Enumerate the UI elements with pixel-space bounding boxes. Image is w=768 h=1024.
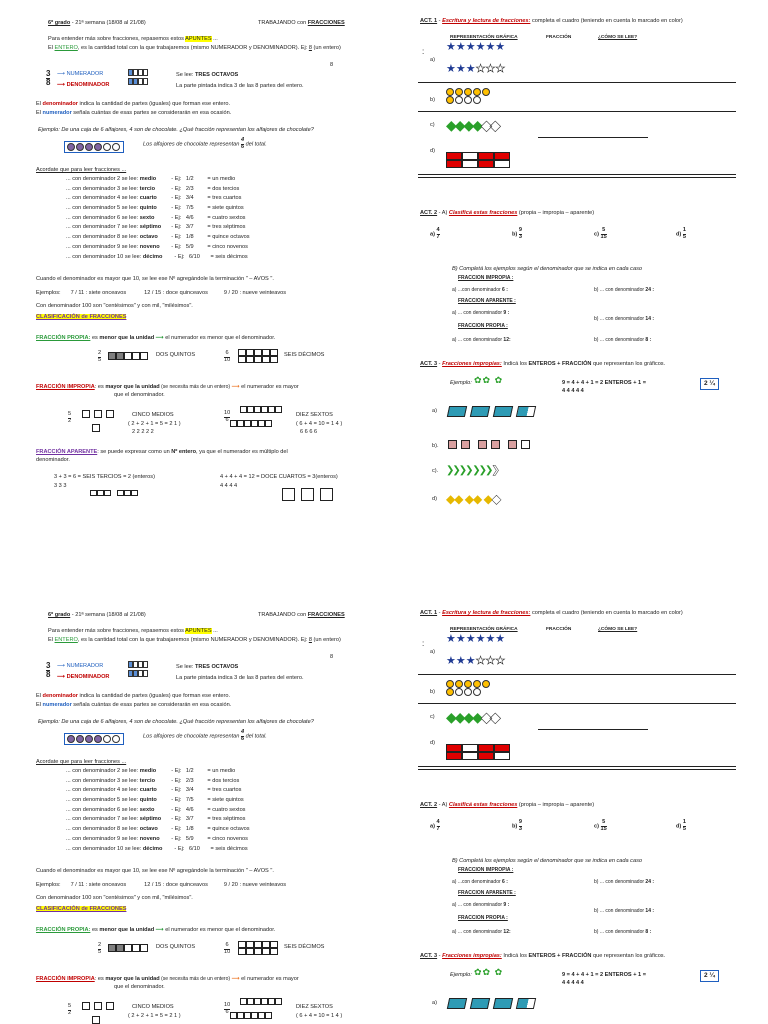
act1-col-grafica: REPRESENTACIÓN GRÁFICA [450, 627, 518, 632]
impropia-line2: que el denominador. [114, 392, 165, 398]
act1-colon: : [422, 47, 425, 56]
num-line: El numerador señala cuántas de esas partes se considerarán en esa ocasión. [36, 702, 232, 708]
act1-row-d: d) [430, 148, 435, 154]
act3-row-a: a) [432, 1000, 437, 1006]
reading-title: Acordate que para leer fracciones ... [36, 759, 127, 765]
act1-col-grafica: REPRESENTACIÓN GRÁFICA [450, 35, 518, 40]
reading-row: ... con denominador 2 se lee: medio - Ej: 1/2 = un medio [66, 768, 236, 774]
propia-line: FRACCIÓN PROPIA: es menor que la unidad ⟶ el numerador es menor que el denominador. [36, 335, 276, 341]
reading-row: ... con denominador 7 se lee: séptimo - Ej: 3/7 = tres séptimos [66, 816, 246, 823]
reading-row: ... con denominador 4 se lee: cuarto - Ej: 3/4 = tres cuartos [66, 787, 242, 794]
propia-ex1-label: DOS QUINTOS [156, 944, 196, 950]
avos-examples: Ejemplos: 7 / 11 : siete onceavos 12 / 15 : doce quinceavos 9 / 20 : nueve veinteavos [36, 882, 287, 888]
act1-rects-2 [446, 752, 510, 760]
reading-row: ... con denominador 4 se lee: cuarto - Ej: 3/4 = tres cuartos [66, 195, 242, 202]
reading-row: ... con denominador 9 se lee: noveno - Ej: 5/9 = cinco novenos [66, 243, 248, 250]
reading-row: ... con denominador 3 se lee: tercio - Ej: 2/3 = dos tercios [66, 185, 240, 192]
imp-ex2-label: DIEZ SEXTOS [296, 412, 333, 418]
star-outline-icon: ★★★ [475, 63, 506, 75]
act2-aparente: FRACCION APARENTE : [458, 890, 516, 896]
def-fraction: $\frac{3}{8}$ [46, 69, 51, 87]
act2-pr-b: b) ... con denominador 8 : [594, 929, 652, 935]
se-lee: Se lee: TRES OCTAVOS [176, 664, 239, 670]
act2-imp-b: b) ... con denominador 24 : [594, 879, 655, 885]
eighths-grid [128, 69, 148, 76]
reading-row: ... con denominador 8 se lee: octavo - Ej: 1/8 = quince octavos [66, 826, 250, 833]
reading-row: ... con denominador 7 se lee: séptimo - Ej: 3/7 = tres séptimos [66, 224, 246, 231]
header-working: TRABAJANDO con FRACCIONES [258, 20, 345, 26]
act1-divider-a [418, 674, 736, 675]
act2-item: d) $\frac{1}{5}$ [676, 227, 686, 240]
ap-ex1-blocks [90, 490, 138, 496]
diamond-icon: ◆◆◆◆◆◆ [446, 709, 499, 725]
alfajores-box [64, 141, 124, 153]
act3-row-b: b). [432, 443, 439, 449]
intro-line-2: El ENTERO, es la cantidad total con la que trabajaremos (mismo NUMERADOR y DENOMINADOR). Ej: 8 (un entero) [48, 45, 341, 51]
act3-result-box: 2 ¼ [700, 970, 719, 982]
example-text: Ejemplo: De una caja de 6 alfajores, 4 son de chocolate. ¿Qué fracción representan los alfajores de chocolate? [38, 127, 314, 133]
header-line: 6º grado - 21ª semana (18/08 al 21/08) [48, 612, 146, 618]
act1-divider-a [418, 82, 736, 83]
impropia-line2: que el denominador. [114, 984, 165, 990]
act1-col-lectura: ¿CÓMO SE LEE? [598, 627, 638, 632]
alfajor-chocolate [67, 143, 75, 151]
rhombus-icon: ◆◆ ◆◆ ◆◆ [446, 492, 501, 506]
act3-title: ACT. 3 - Fracciones impropias: Indicá los ENTEROS + FRACCIÓN que representan los gráficos. [420, 361, 666, 367]
se-lee: Se lee: TRES OCTAVOS [176, 72, 239, 78]
imp-ex2-row2 [230, 420, 272, 427]
ap-ex2-blocks [282, 488, 333, 501]
act1-answer-line [538, 729, 648, 730]
reading-row: ... con denominador 9 se lee: noveno - Ej: 5/9 = cinco novenos [66, 835, 248, 842]
imp-ex1-half [92, 424, 100, 432]
act2-ap-b: b) ... con denominador 14 : [594, 908, 655, 914]
intro-line-1: Para entender más sobre fracciones, repasemos estos APUNTES ... [48, 628, 218, 634]
act3-title: ACT. 3 - Fracciones impropias: Indicá los ENTEROS + FRACCIÓN que representan los gráficos. [420, 953, 666, 959]
act1-row-d: d) [430, 740, 435, 746]
entero-denominator: 8 [330, 62, 334, 68]
imp-ex2-den: 6 6 6 6 [300, 429, 318, 435]
act1-divider-d2 [418, 177, 736, 178]
den-line: El denominador indica la cantidad de partes (iguales) que forman ese entero. [36, 101, 231, 107]
avos-note: Cuando el denominador es mayor que 10, se lee ese Nº agregándole la terminación " – AVOS ". [36, 868, 274, 874]
example-answer: Los alfajores de chocolate representan $\frac{4}{6}$ del total. [143, 729, 267, 742]
aparente-line2: denominador. [36, 457, 70, 463]
act3-b-shapes [448, 440, 530, 449]
reading-row: ... con denominador 5 se lee: quinto - Ej: 7/5 = siete quintos [66, 797, 244, 804]
star-icon: ★★★ [446, 655, 476, 667]
propia-ex2-label: SEIS DÉCIMOS [284, 944, 325, 950]
eighths-grid-row2 [128, 670, 148, 677]
reading-row: ... con denominador 10 se lee: décimo - Ej: 6/10 = seis décimos [66, 253, 248, 260]
imp-ex1-blocks [82, 410, 114, 418]
den-line: El denominador indica la cantidad de partes (iguales) que forman ese entero. [36, 693, 231, 699]
example-text: Ejemplo: De una caja de 6 alfajores, 4 son de chocolate. ¿Qué fracción representan los alfajores de chocolate? [38, 719, 314, 725]
reading-row: ... con denominador 3 se lee: tercio - Ej: 2/3 = dos tercios [66, 777, 240, 784]
cent-note: Con denominador 100 son "centésimos" y con mil, "milésimos". [36, 895, 193, 901]
act2-impropia: FRACCION IMPROPIA : [458, 275, 514, 281]
act3-a-shapes [448, 998, 535, 1009]
imp-ex1-label: CINCO MEDIOS [132, 1004, 174, 1010]
aparente-line: FRACCIÓN APARENTE: se puede expresar como un Nº entero, ya que el numerador es múltiplo del [36, 449, 288, 455]
star-icon: ★★★ [446, 63, 476, 75]
act2-ap-b: b) ... con denominador 14 : [594, 316, 655, 322]
imp-ex2-row2 [230, 1012, 272, 1019]
imp-ex1-den: 2 2 2 2 2 [132, 429, 154, 435]
impropia-line: FRACCIÓN IMPROPIA: es mayor que la unidad (se necesita más de un entero) ⟶ el numerador es mayor [36, 384, 299, 390]
alfajores-box [64, 733, 124, 745]
imp-ex1-calc: ( 2 + 2 + 1 = 5 = 2 1 ) [128, 421, 181, 427]
act1-divider-d2 [418, 769, 736, 770]
act1-stars-1 [446, 42, 505, 53]
propia-ex2: $\frac{6}{10}$ [224, 350, 231, 363]
act2-item: a) $\frac{4}{7}$ [430, 819, 440, 832]
alfajor [112, 143, 120, 151]
grid-cell [143, 78, 148, 85]
act2-item: d) $\frac{1}{5}$ [676, 819, 686, 832]
act1-colon: : [422, 639, 425, 648]
ap-ex1: 3 + 3 = 6 = SEIS TERCIOS = 2 (enteros) [54, 474, 155, 480]
imp-ex1-frac: $\frac{5}{2}$ [68, 411, 72, 424]
imp-ex1-blocks [82, 1002, 114, 1010]
header-working: TRABAJANDO con FRACCIONES [258, 612, 345, 618]
star-outline-icon: ★★★ [475, 655, 506, 667]
impropia-line: FRACCIÓN IMPROPIA: es mayor que la unidad (se necesita más de un entero) ⟶ el numerador es mayor [36, 976, 299, 982]
act1-stars-2 [446, 64, 505, 75]
act2-ap-a: a) ... con denominador 9 : [452, 310, 510, 316]
arrow-denominador: ⟶ DENOMINADOR [57, 674, 110, 680]
propia-ex2-grid [238, 941, 280, 955]
act2-imp-a: a) ...con denominador 6 : [452, 879, 508, 885]
header-line: 6º grado - 21ª semana (18/08 al 21/08) [48, 20, 146, 26]
act3-ejemplo: Ejemplo: [450, 972, 472, 978]
act2-pr-a: a) ... con denominador 12: [452, 929, 511, 935]
reading-title: Acordate que para leer fracciones ... [36, 167, 127, 173]
imp-ex2-label: DIEZ SEXTOS [296, 1004, 333, 1010]
example-answer: Los alfajores de chocolate representan $\frac{4}{6}$ del total. [143, 137, 267, 150]
act2-title: ACT. 2 - A) Clasificá estas fracciones (propia – impropia – aparente) [420, 210, 595, 216]
propia-ex2: $\frac{6}{10}$ [224, 942, 231, 955]
avos-examples: Ejemplos: 7 / 11 : siete onceavos 12 / 15 : doce quinceavos 9 / 20 : nueve veinteavos [36, 290, 287, 296]
imp-ex2-frac: $\frac{10}{6}$ [224, 1002, 231, 1015]
shaded-note: La parte pintada indica 3 de las 8 partes del entero. [176, 675, 304, 681]
imp-ex2-calc: ( 6 + 4 = 10 = 1 4 ) [296, 421, 343, 427]
propia-ex1-bar [108, 944, 148, 952]
act2-ap-a: a) ... con denominador 9 : [452, 902, 510, 908]
act1-stars-1 [446, 634, 505, 645]
act1-row-b: b) [430, 97, 435, 103]
act3-result-box: 2 ¼ [700, 378, 719, 390]
act2-title: ACT. 2 - A) Clasificá estas fracciones (propia – impropia – aparente) [420, 802, 595, 808]
act2-pr-a: a) ... con denominador 12: [452, 337, 511, 343]
reading-row: ... con denominador 10 se lee: décimo - Ej: 6/10 = seis décimos [66, 845, 248, 852]
act2-aparente: FRACCION APARENTE : [458, 298, 516, 304]
imp-ex2-row1 [240, 406, 282, 413]
reading-rows [66, 768, 250, 855]
act1-title: ACT. 1 - Escritura y lectura de fracciones: completa el cuadro (teniendo en cuenta lo marcado en color) [420, 18, 683, 24]
act2-impropia: FRACCION IMPROPIA : [458, 867, 514, 873]
eighths-grid [128, 661, 148, 668]
act2-pr-b: b) ... con denominador 8 : [594, 337, 652, 343]
act2-item: c) $\frac{5}{15}$ [594, 819, 607, 832]
imp-ex1-half [92, 1016, 100, 1024]
def-fraction: $\frac{3}{8}$ [46, 661, 51, 679]
act1-divider-b [418, 111, 736, 112]
grid-cell [143, 69, 148, 76]
star-icon: ★★★★★★ [446, 41, 506, 53]
act1-circles [446, 680, 496, 696]
act1-col-lectura: ¿CÓMO SE LEE? [598, 35, 638, 40]
reading-row: ... con denominador 2 se lee: medio - Ej: 1/2 = un medio [66, 176, 236, 182]
arrow-numerador: ⟶ NUMERADOR [57, 663, 104, 669]
flower-icon: ✿✿ ✿ [474, 967, 504, 977]
act2-item: c) $\frac{5}{15}$ [594, 227, 607, 240]
act2-b-title: B) Completá los ejemplos según el denominador que se indica en cada caso [452, 266, 642, 272]
act3-row-c: c). [432, 468, 439, 474]
reading-row: ... con denominador 6 se lee: sexto - Ej: 4/6 = cuatro sextos [66, 806, 246, 813]
reading-rows [66, 176, 250, 263]
act1-row-c: c) [430, 714, 435, 720]
act3-equation: 9 = 4 + 4 + 1 = 2 ENTEROS + 1 = [562, 380, 646, 386]
act1-row-b: b) [430, 689, 435, 695]
act3-equation-den: 4 4 4 4 4 [562, 388, 584, 394]
intro-line-2: El ENTERO, es la cantidad total con la que trabajaremos (mismo NUMERADOR y DENOMINADOR). Ej: 8 (un entero) [48, 637, 341, 643]
propia-ex1-bar [108, 352, 148, 360]
act2-item: b) $\frac{9}{3}$ [512, 819, 522, 832]
alfajor-chocolate [94, 143, 102, 151]
propia-ex2-label: SEIS DÉCIMOS [284, 352, 325, 358]
propia-ex1-label: DOS QUINTOS [156, 352, 196, 358]
arrow-denominador: ⟶ DENOMINADOR [57, 82, 110, 88]
act3-ejemplo: Ejemplo: [450, 380, 472, 386]
act1-divider-d [418, 174, 736, 175]
act1-row-c: c) [430, 122, 435, 128]
imp-ex1-frac: $\frac{5}{2}$ [68, 1003, 72, 1016]
act1-row-a: a) [430, 57, 435, 63]
act3-row-d: d) [432, 496, 437, 502]
act1-stars-2 [446, 656, 505, 667]
star-icon: ★★★★★★ [446, 633, 506, 645]
ap-ex1-den: 3 3 3 [54, 483, 67, 489]
propia-line: FRACCIÓN PROPIA: es menor que la unidad ⟶ el numerador es menor que el denominador. [36, 927, 276, 933]
act3-row-a: a) [432, 408, 437, 414]
arrow-numerador: ⟶ NUMERADOR [57, 71, 104, 77]
act1-col-fraccion: FRACCIÓN [546, 627, 572, 632]
act1-col-fraccion: FRACCIÓN [546, 35, 572, 40]
act2-propia: FRACCION PROPIA : [458, 915, 508, 921]
act1-rects-2 [446, 160, 510, 168]
act1-row-a: a) [430, 649, 435, 655]
reading-row: ... con denominador 5 se lee: quinto - Ej: 7/5 = siete quintos [66, 205, 244, 212]
alfajor [103, 143, 111, 151]
act1-answer-line [538, 137, 648, 138]
eighths-grid-row2 [128, 78, 148, 85]
act1-title: ACT. 1 - Escritura y lectura de fracciones: completa el cuadro (teniendo en cuenta lo marcado en color) [420, 610, 683, 616]
intro-line-1: Para entender más sobre fracciones, repasemos estos APUNTES ... [48, 36, 218, 42]
classification-title: CLASIFICACIÓN de FRACCIONES [36, 906, 127, 912]
act1-divider-d [418, 766, 736, 767]
flower-icon: ✿✿ ✿ [474, 375, 504, 385]
cent-note: Con denominador 100 son "centésimos" y con mil, "milésimos". [36, 303, 193, 309]
propia-ex1: $\frac{2}{5}$ [98, 350, 102, 363]
alfajor-chocolate [76, 143, 84, 151]
reading-row: ... con denominador 6 se lee: sexto - Ej: 4/6 = cuatro sextos [66, 214, 246, 221]
act3-a-shapes [448, 406, 535, 417]
imp-ex1-label: CINCO MEDIOS [132, 412, 174, 418]
act2-item: a) $\frac{4}{7}$ [430, 227, 440, 240]
alfajor-chocolate [85, 143, 93, 151]
diamond-icon: ◆◆◆◆◆◆ [446, 117, 499, 133]
act1-rects-1 [446, 152, 510, 160]
act3-equation: 9 = 4 + 4 + 1 = 2 ENTEROS + 1 = [562, 972, 646, 978]
classification-title: CLASIFICACIÓN de FRACCIONES [36, 314, 127, 320]
act3-equation-den: 4 4 4 4 4 [562, 980, 584, 986]
imp-ex2-frac: $\frac{10}{6}$ [224, 410, 231, 423]
avos-note: Cuando el denominador es mayor que 10, se lee ese Nº agregándole la terminación " – AVOS ". [36, 276, 274, 282]
act1-rects-1 [446, 744, 510, 752]
act1-divider-b [418, 703, 736, 704]
ap-ex2: 4 + 4 + 4 = 12 = DOCE CUARTOS = 3(enteros) [220, 474, 338, 480]
imp-ex1-calc: ( 2 + 2 + 1 = 5 = 2 1 ) [128, 1013, 181, 1019]
act2-imp-b: b) ... con denominador 24 : [594, 287, 655, 293]
act2-b-title: B) Completá los ejemplos según el denominador que se indica en cada caso [452, 858, 642, 864]
act2-propia: FRACCION PROPIA : [458, 323, 508, 329]
chevron-icon: ❯❯❯❯ ❯❯❯❯ [446, 465, 498, 476]
act1-circles [446, 88, 496, 104]
imp-ex2-row1 [240, 998, 282, 1005]
propia-ex2-grid [238, 349, 280, 363]
shaded-note: La parte pintada indica 3 de las 8 partes del entero. [176, 83, 304, 89]
ap-ex2-den: 4 4 4 4 [220, 483, 238, 489]
num-line: El numerador señala cuántas de esas partes se considerarán en esa ocasión. [36, 110, 232, 116]
entero-denominator: 8 [330, 654, 334, 660]
imp-ex2-calc: ( 6 + 4 = 10 = 1 4 ) [296, 1013, 343, 1019]
page-2 [0, 592, 768, 1024]
reading-row: ... con denominador 8 se lee: octavo - Ej: 1/8 = quince octavos [66, 234, 250, 241]
act2-imp-a: a) ...con denominador 6 : [452, 287, 508, 293]
propia-ex1: $\frac{2}{5}$ [98, 942, 102, 955]
act2-item: b) $\frac{9}{3}$ [512, 227, 522, 240]
